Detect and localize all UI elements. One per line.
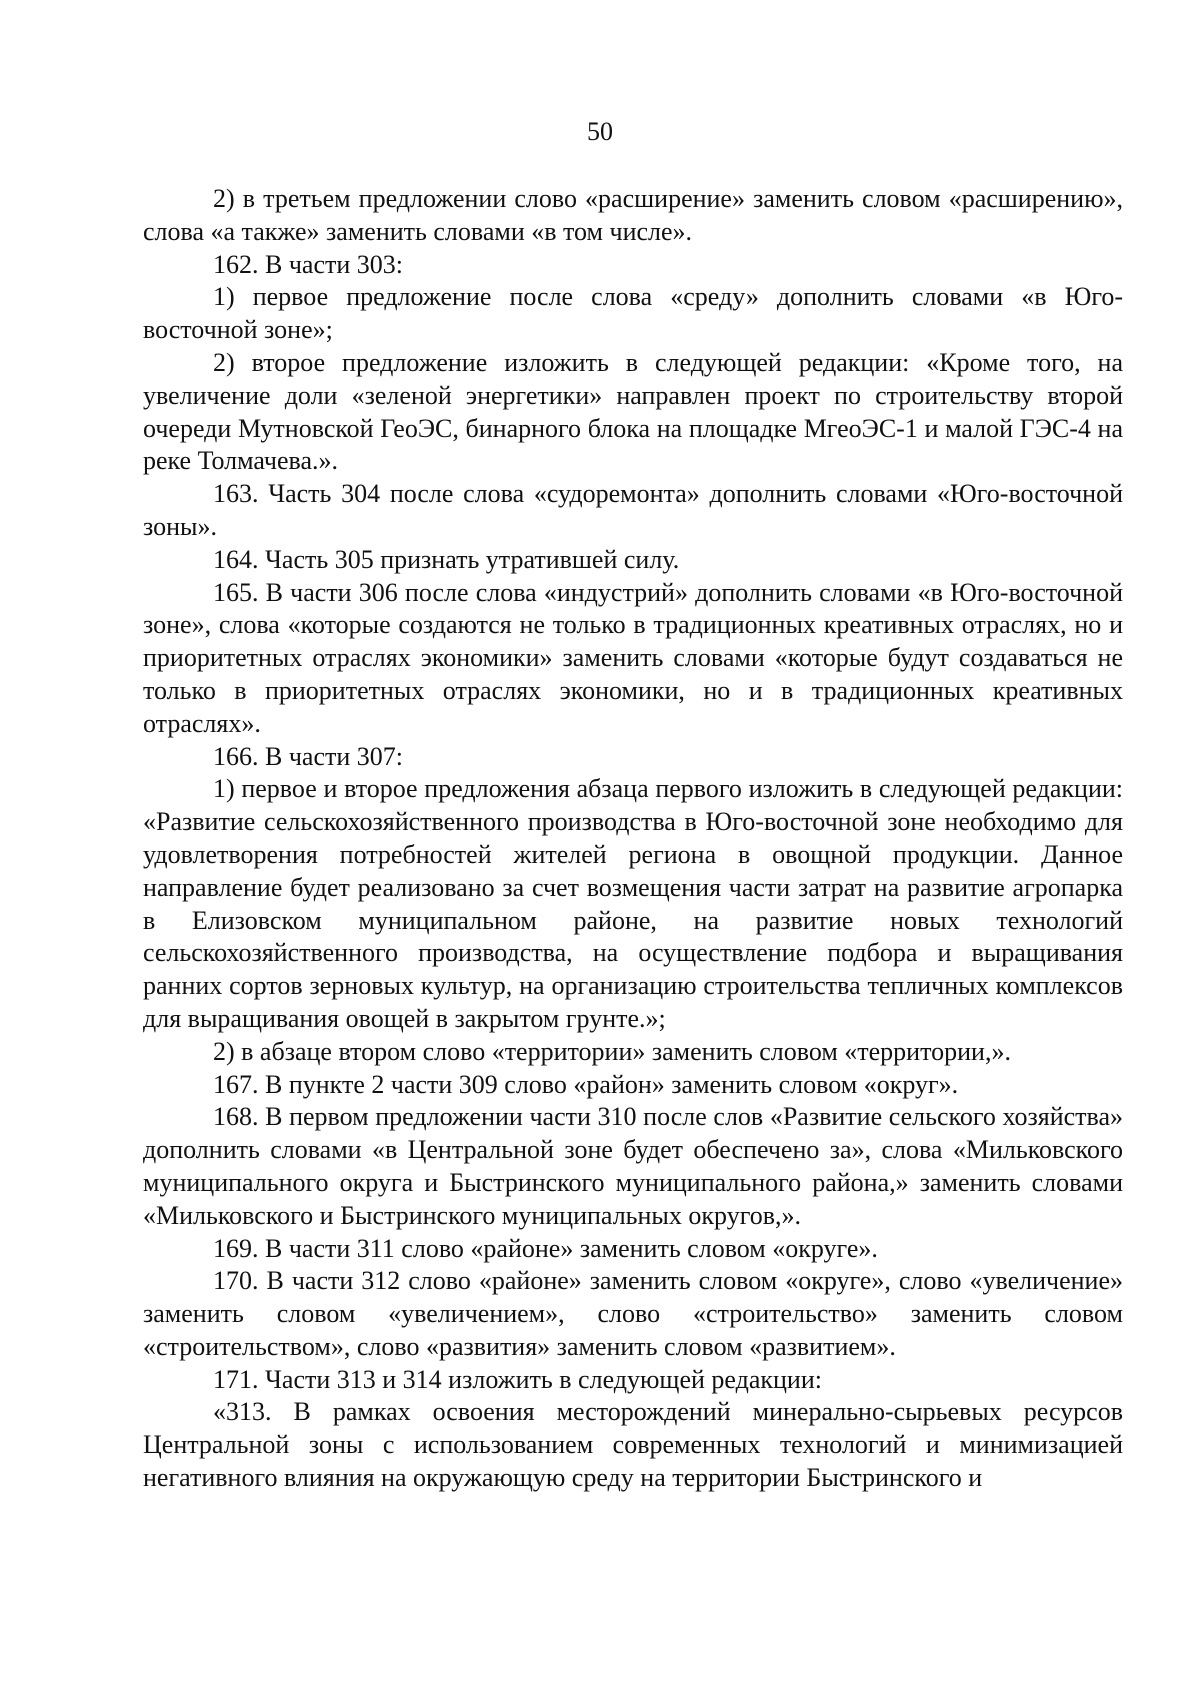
- paragraph-169: 169. В части 311 слово «районе» заменить словом «округе».: [213, 1233, 878, 1263]
- paragraph-164: 164. Часть 305 признать утратившей силу.: [213, 544, 680, 574]
- page-number: 50: [587, 117, 613, 146]
- paragraph-162-item-2: 2) второе предложение изложить в следующей редакции: «Кроме того, на увеличение доли «зеленой энергетики» направлен проект по строительству второй очереди Мутновской ГеоЭС, бинарного блока на площадке МгеоЭС-1 и малой ГЭС-4 на реке Толмачева.».: [143, 347, 1123, 476]
- paragraph-166-item-1: 1) первое и второе предложения абзаца первого изложить в следующей редакции: «Развитие сельскохозяйственного производства в Юго-восточной зоне необходимо для удовлетворения потребностей жителей региона в овощной продукции. Данное направление будет реализовано за счет возмещения части затрат на развитие агропарка в Елизовском муниципальном районе, на развитие новых технологий сельскохозяйственного производства, на осуществление подбора и выращивания ранних сортов зерновых культур, на организацию строительства тепличных комплексов для выращивания овощей в закрытом грунте.»;: [143, 774, 1123, 1033]
- paragraph-163: 163. Часть 304 после слова «судоремонта» дополнить словами «Юго-восточной зоны».: [143, 479, 1123, 541]
- paragraph-166-heading: 166. В части 307:: [213, 741, 403, 771]
- document-body: [143, 183, 1123, 1495]
- paragraph-162-item-1: 1) первое предложение после слова «среду» дополнить словами «в Юго-восточной зоне»;: [143, 282, 1123, 345]
- paragraph-165: 165. В части 306 после слова «индустрий» дополнить словами «в Юго-восточной зоне», слова «которые создаются не только в традиционных креативных отраслях, но и приоритетных отраслях экономики» заменить словами «которые будут создаваться не только в приоритетных отраслях экономики, но и в традиционных креативных отраслях».: [143, 577, 1123, 738]
- paragraph-171-heading: 171. Части 313 и 314 изложить в следующей редакции:: [213, 1364, 822, 1394]
- paragraph-170: 170. В части 312 слово «районе» заменить словом «округе», слово «увеличение» заменить словом «увеличением», слово «строительство» заменить словом «строительством», слово «развития» заменить словом «развитием».: [143, 1266, 1123, 1361]
- paragraph-162-heading: 162. В части 303:: [213, 249, 403, 279]
- paragraph-167: 167. В пункте 2 части 309 слово «район» заменить словом «округ».: [213, 1069, 959, 1099]
- paragraph-171-part-313: «313. В рамках освоения месторождений минерально-сырьевых ресурсов Центральной зоны с использованием современных технологий и минимизацией негативного влияния на окружающую среду на территории Быстринского и: [143, 1397, 1123, 1493]
- paragraph-166-item-2: 2) в абзаце втором слово «территории» заменить словом «территории,».: [213, 1036, 1011, 1066]
- paragraph-161-item-2: 2) в третьем предложении слово «расширение» заменить словом «расширению», слова «а также» заменить словами «в том числе».: [143, 184, 1123, 246]
- paragraph-168: 168. В первом предложении части 310 после слов «Развитие сельского хозяйства» дополнить словами «в Центральной зоне будет обеспечено за», слова «Мильковского муниципального округа и Быстринского муниципального района,» заменить словами «Мильковского и Быстринского муниципальных округов,».: [143, 1102, 1123, 1230]
